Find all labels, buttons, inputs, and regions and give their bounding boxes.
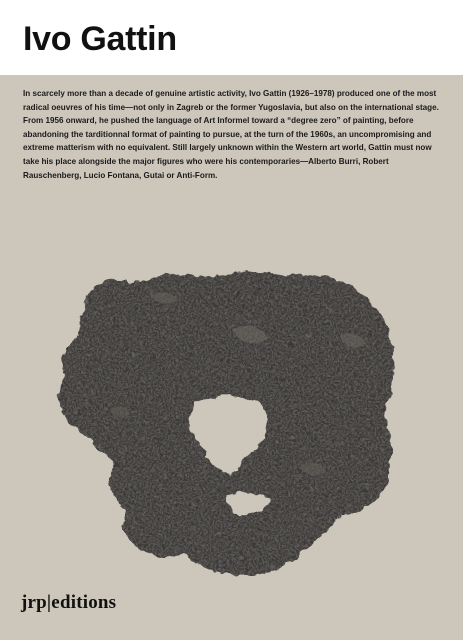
publisher-logo: jrp|editions (21, 592, 117, 613)
book-title: Ivo Gattin (23, 20, 177, 58)
artwork-mass (59, 272, 394, 576)
description-text: In scarcely more than a decade of genuine artistic activity, Ivo Gattin (1926–1978) produced one of the most radical oeuvres of his time—not only in Zagreb or the former Yugoslavia, but also on the international stage. From 1956 onward, he pushed the language of Art Informel toward a “degree zero” of painting, before abandoning the tarditionnal format of painting to pursue, at the turn of the 1960s, an uncompromising and extreme matterism with no equivalent. Still largely unknown within the Western art world, Gattin must now take his place alongside the major figures who were his contemporaries—Alberto Burri, Robert Rauschenberg, Lucio Fontana, Gutai or Anti-Form. (23, 89, 439, 180)
